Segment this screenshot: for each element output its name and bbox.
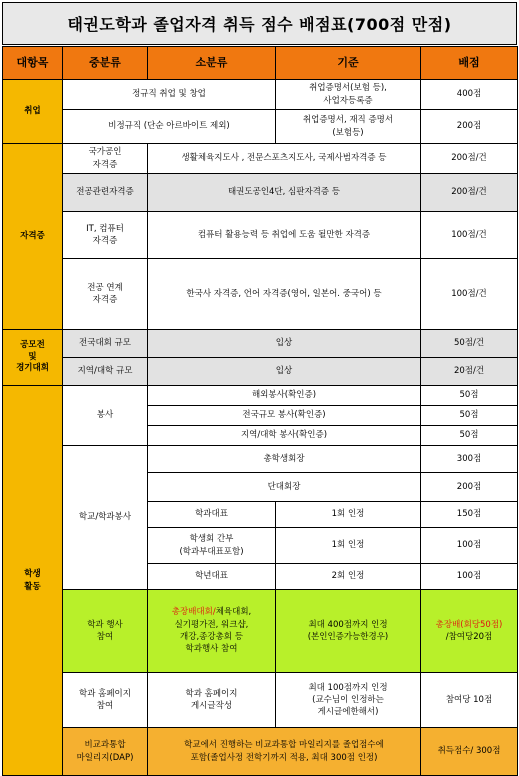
competition-minor: 입상 <box>148 358 421 386</box>
employment-criteria <box>276 80 421 110</box>
header-criteria: 기준 <box>276 47 421 80</box>
category-line: 공모전 <box>20 340 45 351</box>
score-table <box>2 46 518 776</box>
service-points: 200점 <box>421 473 518 502</box>
service-points: 300점 <box>421 446 518 473</box>
service-points: 150점 <box>421 502 518 528</box>
employment-points: 400점 <box>421 80 518 110</box>
category-line: 및 <box>28 351 37 362</box>
table-header-row <box>3 47 518 80</box>
dap-minor <box>148 728 421 776</box>
table-row <box>3 673 518 728</box>
cert-minor: 태권도공인4단, 심판자격증 등 <box>148 174 421 212</box>
criteria-line: (교수님이 인정하는 <box>312 694 384 705</box>
volunteer-minor: 해외봉사(확인증) <box>148 386 421 406</box>
criteria-line: 사업자등록증 <box>323 95 373 106</box>
medium-line: 자격증 <box>92 236 118 246</box>
competition-minor: 입상 <box>148 330 421 358</box>
table-row <box>3 174 518 212</box>
minor-line: 학과 홈페이지 <box>185 688 238 699</box>
table-row <box>3 728 518 776</box>
service-medium: 학교/학과봉사 <box>63 446 148 590</box>
medium-line: IT, 컴퓨터 <box>86 223 124 234</box>
table-row <box>3 144 518 174</box>
medium-line: 자격증 <box>92 295 118 305</box>
cert-medium <box>63 259 148 330</box>
volunteer-medium: 봉사 <box>63 386 148 446</box>
table-row <box>3 446 518 473</box>
cert-medium <box>63 144 148 174</box>
homepage-criteria <box>276 673 421 728</box>
criteria-line: (보험등) <box>332 127 364 138</box>
header-minor: 소분류 <box>148 47 276 80</box>
page-title: 태권도학과 졸업자격 취득 점수 배점표(700점 만점) <box>2 2 517 45</box>
volunteer-minor: 지역/대학 봉사(확인증) <box>148 426 421 446</box>
category-employment: 취업 <box>3 80 63 144</box>
minor-line: 개강,종강총회 등 <box>180 632 243 642</box>
medium-line: 국가공인 <box>88 147 122 158</box>
employment-points: 200점 <box>421 110 518 144</box>
service-criteria: 1회 인정 <box>276 528 421 564</box>
service-minor: 학년대표 <box>148 564 276 590</box>
header-medium: 중분류 <box>63 47 148 80</box>
category-certificates: 자격증 <box>3 144 63 330</box>
cert-points: 100점/건 <box>421 259 518 330</box>
minor-line: 포함(졸업사정 전학기까지 적용, 최대 300점 인정) <box>190 752 378 763</box>
homepage-minor <box>148 673 276 728</box>
minor-line: 학생회 간부 <box>189 534 234 545</box>
service-points: 100점 <box>421 528 518 564</box>
medium-line: 전공 연계 <box>87 282 123 293</box>
category-line: 경기대회 <box>16 363 49 374</box>
criteria-line: 최대 100점까지 인정 <box>308 682 388 693</box>
competition-points: 20점/건 <box>421 358 518 386</box>
category-line: 활동 <box>24 581 41 592</box>
highlight-text: 총장배(회당50점) <box>435 619 503 630</box>
competition-medium: 전국대회 규모 <box>63 330 148 358</box>
table-row <box>3 590 518 673</box>
criteria-line: 취업증명서(보험 등), <box>309 83 387 94</box>
medium-line: 마일리지(DAP) <box>76 752 134 763</box>
medium-line: 학과 홈페이지 <box>79 688 131 699</box>
cert-points: 200점/건 <box>421 144 518 174</box>
service-criteria: 1회 인정 <box>276 502 421 528</box>
homepage-medium <box>63 673 148 728</box>
table-row <box>3 259 518 330</box>
volunteer-minor: 전국규모 봉사(확인증) <box>148 406 421 426</box>
medium-line: 자격증 <box>92 159 118 170</box>
minor-line: 학과행사 참여 <box>185 644 238 655</box>
minor-line: (학과부대표포함) <box>179 546 244 557</box>
service-minor: 총학생회장 <box>148 446 421 473</box>
employment-minor: 비정규직 (단순 아르바이트 제외) <box>63 110 276 144</box>
service-criteria: 2회 인정 <box>276 564 421 590</box>
minor-line: 게시글작성 <box>190 701 233 711</box>
events-minor <box>148 590 276 673</box>
service-minor: 단대회장 <box>148 473 421 502</box>
header-major: 대항목 <box>3 47 63 80</box>
employment-minor: 정규직 취업 및 창업 <box>63 80 276 110</box>
dap-medium <box>63 728 148 776</box>
criteria-line: 게시글에한해서) <box>317 707 379 718</box>
category-line: 학생 <box>24 569 41 580</box>
criteria-line: (본인인증가능한경우) <box>307 632 389 642</box>
category-student-activity <box>3 386 63 776</box>
medium-line: 비교과통합 <box>84 740 126 751</box>
volunteer-points: 50점 <box>421 386 518 406</box>
cert-medium <box>63 212 148 259</box>
table-row <box>3 110 518 144</box>
table-row <box>3 330 518 358</box>
table-row <box>3 386 518 406</box>
service-points: 100점 <box>421 564 518 590</box>
cert-minor: 컴퓨터 활용능력 등 취업에 도움 될만한 자격증 <box>148 212 421 259</box>
medium-line: 참여 <box>96 632 114 642</box>
minor-line: 학교에서 진행하는 비교과통합 마일리지를 졸업점수에 <box>184 740 384 751</box>
minor-line: 실기평가전, 워크샵, <box>174 619 249 630</box>
competition-medium: 지역/대학 규모 <box>63 358 148 386</box>
category-competition <box>3 330 63 386</box>
cert-minor: 생활체육지도사 , 전문스포츠지도사, 국제사범자격증 등 <box>148 144 421 174</box>
service-minor <box>148 528 276 564</box>
minor-line <box>150 606 273 618</box>
minor-text: 체육대회, <box>215 607 252 618</box>
volunteer-points: 50점 <box>421 426 518 446</box>
criteria-line: 최대 400점까지 인정 <box>308 619 388 630</box>
cert-points: 100점/건 <box>421 212 518 259</box>
homepage-points: 참여당 10점 <box>421 673 518 728</box>
header-points: 배점 <box>421 47 518 80</box>
service-minor: 학과대표 <box>148 502 276 528</box>
volunteer-points: 50점 <box>421 406 518 426</box>
cert-medium: 전공관련자격증 <box>63 174 148 212</box>
dap-points: 취득점수/ 300점 <box>421 728 518 776</box>
cert-minor: 한국사 자격증, 언어 자격증(영어, 일본어. 중국어) 등 <box>148 259 421 330</box>
criteria-line: 취업증명서, 재직 증명서 <box>302 115 394 126</box>
medium-line: 참여 <box>96 701 114 711</box>
points-line: /참여당20점 <box>445 632 493 642</box>
medium-line: 학과 행사 <box>87 619 123 630</box>
events-medium <box>63 590 148 673</box>
cert-points: 200점/건 <box>421 174 518 212</box>
events-points <box>421 590 518 673</box>
table-row <box>3 80 518 110</box>
table-row <box>3 358 518 386</box>
employment-criteria <box>276 110 421 144</box>
competition-points: 50점/건 <box>421 330 518 358</box>
events-criteria <box>276 590 421 673</box>
table-row <box>3 212 518 259</box>
highlight-text: 총장배대회/ <box>171 607 216 618</box>
